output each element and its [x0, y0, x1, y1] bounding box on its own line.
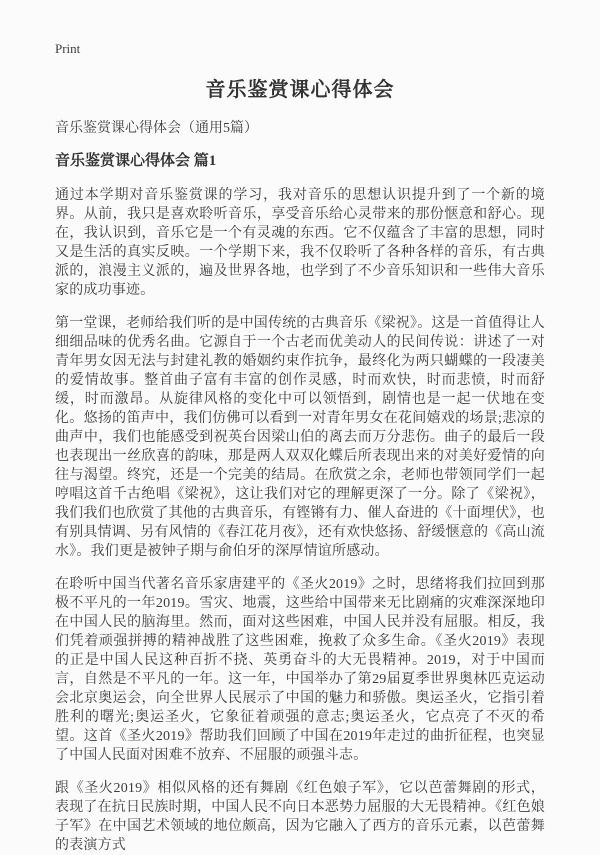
section-heading-part1: 音乐鉴赏课心得体会 篇1 — [55, 153, 217, 169]
body-paragraph-3: 在聆听中国当代著名音乐家唐建平的《圣火2019》之时，思绪将我们拉回到那极不平凡的一年2019。雪灾、地震，这些给中国带来无比剧痛的灾难深深地印在中国人民的脑海里。然而，面对这些困难，中国人民并没有屈服。相反，我们凭着顽强拼搏的精神战胜了这些困难，挽救了众多生命。《圣火2019》表现的正是中国人民这种百折不挠、英勇奋斗的大无畏精神。2019，对于中国而言，自然是不平凡的一年。这一年，中国举办了第29届夏季世界奥林匹克运动会北京奥运会，向全世界人民展示了中国的魅力和骄傲。奥运圣火，它指引着胜利的曙光;奥运圣火，它象征着顽强的意志;奥运圣火，它点亮了不灭的希望。这首《圣火2019》帮助我们回顾了中国在2019年走过的曲折征程，也突显了中国人民面对困难不放弃、不屈服的顽强斗志。 — [55, 577, 545, 763]
print-link[interactable]: Print — [55, 41, 81, 56]
document-subtitle: 音乐鉴赏课心得体会（通用5篇） — [55, 121, 258, 136]
page-title: 音乐鉴赏课心得体会 — [205, 79, 395, 101]
body-paragraph-2: 第一堂课，老师给我们听的是中国传统的古典音乐《梁祝》。这是一首值得让人细细品味的优秀名曲。它源自于一个古老而优美动人的民间传说：讲述了一对青年男女因无法与封建礼教的婚姻约束作抗争，最终化为两只蝴蝶的一段凄美的爱情故事。整首曲子富有丰富的创作灵感，时而欢快，时而悲愤，时而舒缓，时而激昂。从旋律风格的变化中可以领悟到，剧情也是一起一伏地在变化。悠扬的笛声中，我们仿佛可以看到一对青年男女在花间嬉戏的场景;悲凉的曲声中，我们也能感受到祝英台因梁山伯的离去而万分悲伤。曲子的最后一段也表现出一丝欣喜的韵味，那是两人双双化蝶后所表现出来的对美好爱情的向往与渴望。终究，还是一个完美的结局。在欣赏之余，老师也带领同学们一起哼唱这首千古绝唱《梁祝》，这让我们对它的理解更深了一分。除了《梁祝》，我们我们也欣赏了其他的古典音乐，有铿锵有力、催人奋进的《十面埋伏》，也有别具情调、另有风情的《春江花月夜》，还有欢快悠扬、舒缓惬意的《高山流水》。我们更是被钟子期与俞伯牙的深厚情谊所感动。 — [55, 316, 545, 559]
body-paragraph-1: 通过本学期对音乐鉴赏课的学习，我对音乐的思想认识提升到了一个新的境界。从前，我只是喜欢聆听音乐，享受音乐给心灵带来的那份惬意和舒心。现在，我认识到，音乐它是一个有灵魂的东西。它不仅蕴含了丰富的思想，同时又是生活的真实反映。一个学期下来，我不仅聆听了各种各样的音乐，有古典派的，浪漫主义派的，遍及世界各地，也学到了不少音乐知识和一些伟大音乐家的成功事迹。 — [55, 188, 545, 298]
body-paragraph-4: 跟《圣火2019》相似风格的还有舞剧《红色娘子军》，它以芭蕾舞剧的形式，表现了在抗日民族时期，中国人民不向日本恶势力屈服的大无畏精神。《红色娘子军》在中国艺术领域的地位颇高，因为它融入了西方的音乐元素，以芭蕾舞的表演方式 — [55, 781, 545, 853]
